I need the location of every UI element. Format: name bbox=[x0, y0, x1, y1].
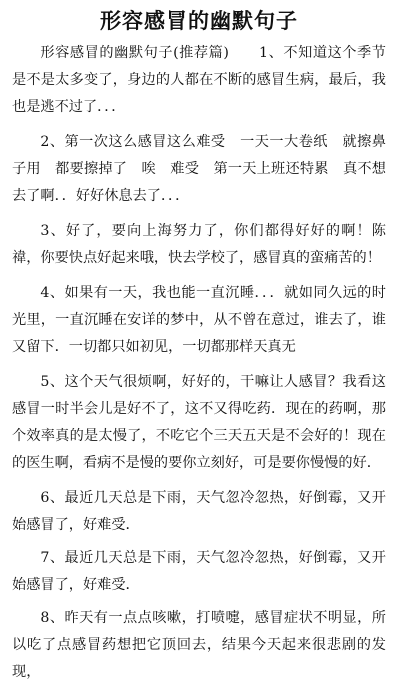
paragraph-2: 2、第一次这么感冒这么难受 一天一大卷纸 就擦鼻子用 都要擦掉了 唉 难受 第一天上班还特累 真不想去了啊．．好好休息去了．．． bbox=[12, 134, 386, 204]
paragraph-6: 6、最近几天总是下雨，天气忽冷忽热，好倒霉，又开始感冒了，好难受． bbox=[12, 490, 386, 533]
paragraph-1: 形容感冒的幽默句子(推荐篇) 1、不知道这个季节是不是太多变了，身边的人都在不断的感冒生病，最后，我也是逃不过了．．． bbox=[12, 45, 386, 115]
paragraph-4: 4、如果有一天，我也能一直沉睡．．．就如同久远的时光里，一直沉睡在安详的梦中，从不曾在意过，谁去了，谁又留下．一切都只如初见，一切都那样天真无 bbox=[12, 285, 386, 355]
paragraph-7: 7、最近几天总是下雨，天气忽冷忽热，好倒霉，又开始感冒了，好难受． bbox=[12, 550, 386, 593]
paragraph-3: 3、好了，要向上海努力了，你们都得好好的啊！陈禕，你要快点好起来哦，快去学校了，感冒真的蛮痛苦的！ bbox=[12, 223, 386, 266]
paragraph-8: 8、昨天有一点点咳嗽，打喷嚏，感冒症状不明显，所以吃了点感冒药想把它顶回去，结果今天起来很悲剧的发现， bbox=[12, 610, 386, 680]
document-title: 形容感冒的幽默句子 bbox=[100, 8, 298, 33]
paragraph-5: 5、这个天气很烦啊，好好的，干嘛让人感冒？我看这感冒一时半会儿是好不了，这不又得吃药．现在的药啊，那个效率真的是太慢了，不吃它个三天五天是不会好的！现在的医生啊，看病不是慢的要你立刻好，可是要你慢慢的好． bbox=[12, 374, 386, 471]
